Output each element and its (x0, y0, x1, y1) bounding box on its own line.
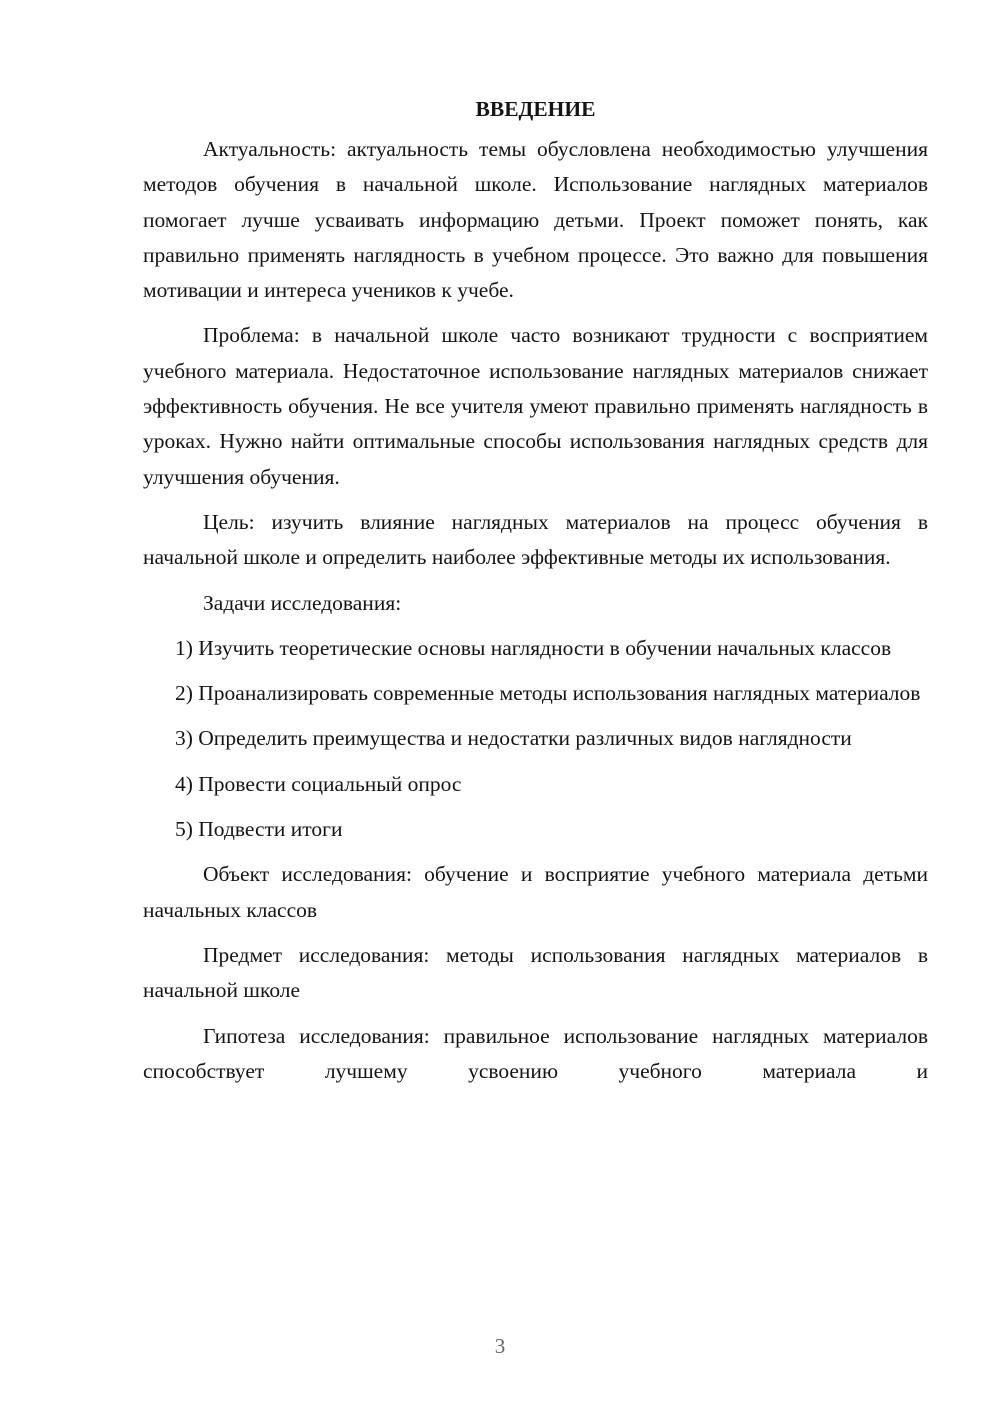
paragraph-relevance: Актуальность: актуальность темы обусловлена необходимостью улучшения методов обучения в начальной школе. Использование наглядных материалов помогает лучше усваивать информацию детьми. Проект поможет понять, как правильно применять наглядность в учебном процессе. Это важно для повышения мотивации и интереса учеников к учебе. (143, 137, 928, 303)
paragraph-object: Объект исследования: обучение и восприятие учебного материала детьми начальных классов (143, 862, 928, 922)
paragraph-problem: Проблема: в начальной школе часто возникают трудности с восприятием учебного материала. Недостаточное использование наглядных материалов снижает эффективность обучения. Не все учителя умеют правильно применять наглядность в уроках. Нужно найти оптимальные способы использования наглядных средств для улучшения обучения. (143, 323, 928, 489)
task-item-5: 5) Подвести итоги (175, 817, 343, 842)
task-item-3: 3) Определить преимущества и недостатки различных видов наглядности (175, 726, 852, 751)
tasks-heading: Задачи исследования: (203, 590, 402, 615)
paragraph-hypothesis: Гипотеза исследования: правильное использование наглядных материалов способствует лучшему усвоению учебного материала и (143, 1023, 928, 1083)
paragraph-subject: Предмет исследования: методы использования наглядных материалов в начальной школе (143, 942, 928, 1003)
task-item-2: 2) Проанализировать современные методы использования наглядных материалов (175, 681, 921, 706)
page-content (143, 92, 928, 1099)
page-number: 3 (494, 1334, 506, 1358)
section-title: ВВЕДЕНИЕ (475, 97, 596, 121)
paragraph-goal: Цель: изучить влияние наглядных материалов на процесс обучения в начальной школе и определить наиболее эффективные методы их использования. (143, 509, 928, 570)
task-item-1: 1) Изучить теоретические основы наглядности в обучении начальных классов (175, 635, 892, 660)
task-item-4: 4) Провести социальный опрос (175, 771, 462, 796)
